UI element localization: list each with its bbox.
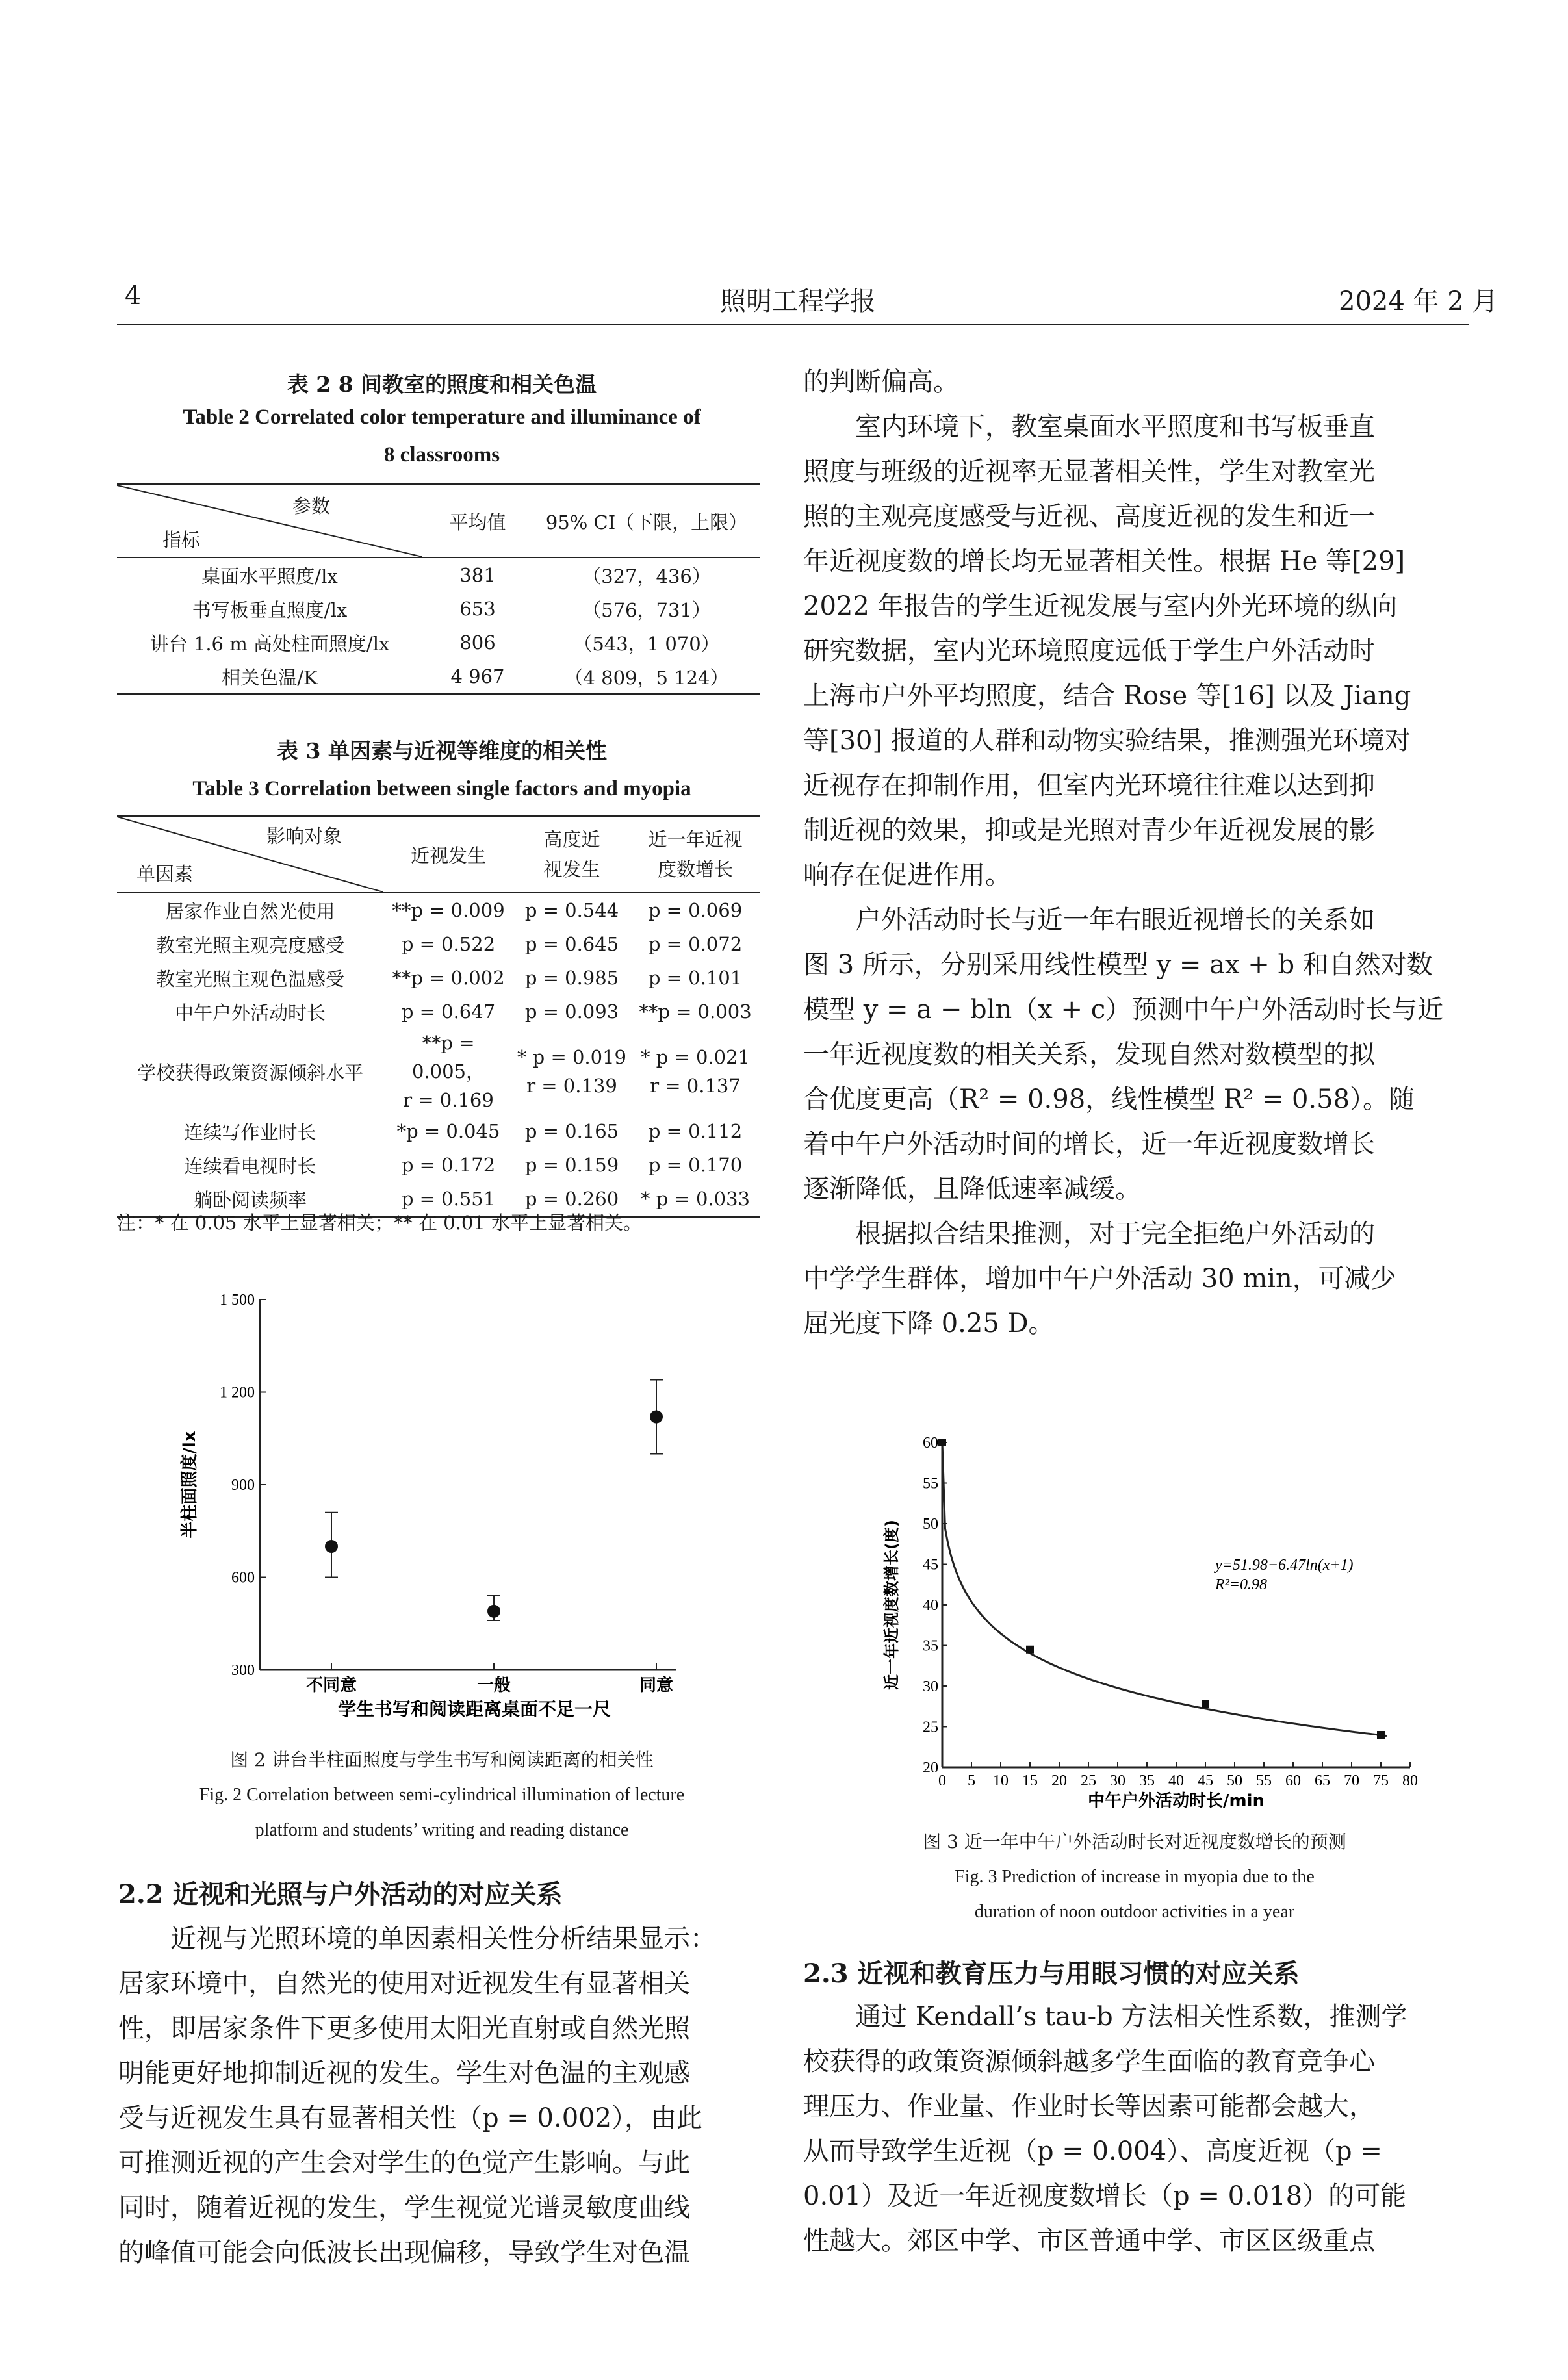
data-point — [650, 1411, 663, 1424]
table3-row-name: 教室光照主观亮度感受 — [155, 934, 344, 956]
table3-cell: p = 0.522 — [401, 933, 496, 955]
x-tick-label: 65 — [1315, 1772, 1330, 1789]
figure2-chart — [156, 1273, 741, 1741]
x-tick-label: 20 — [1051, 1772, 1067, 1789]
table3-cell-r: r = 0.137 — [650, 1075, 741, 1097]
table3-col3 — [630, 816, 760, 893]
text-line: 户外活动时长与近一年右眼近视增长的关系如 — [855, 905, 1375, 935]
x-tick-label: 75 — [1373, 1772, 1389, 1789]
data-point — [487, 1605, 500, 1618]
table-row — [117, 659, 760, 695]
table3-cell: * p = 0.033 — [630, 1182, 760, 1217]
table3-cell: **p = 0.009 — [392, 899, 505, 921]
table2-row-ci: （327，436） — [582, 565, 711, 587]
text-line: 根据拟合结果推测，对于完全拒绝户外活动的 — [855, 1219, 1375, 1249]
table3-col2 — [513, 816, 630, 893]
fit-equation: y=51.98−6.47ln(x+1) — [1215, 1557, 1354, 1574]
journal-title: 照明工程学报 — [720, 287, 876, 316]
table3-caption-cn: 表 3 单因素与近视等维度的相关性 — [277, 738, 607, 763]
text-line: 研究数据，室内光环境照度远低于学生户外活动时 — [803, 636, 1375, 666]
table-row — [117, 1148, 760, 1182]
table-row — [117, 893, 760, 927]
text-line: 等[30] 报道的人群和动物实验结果，推测强光环境对 — [803, 726, 1411, 756]
table3-row-name: 教室光照主观色温感受 — [155, 967, 344, 990]
y-tick-label: 600 — [231, 1569, 255, 1587]
x-tick-label: 70 — [1344, 1772, 1359, 1789]
table3-col3-line1: 近一年近视 — [648, 828, 743, 851]
table-row — [117, 592, 760, 626]
x-tick-label: 80 — [1402, 1772, 1418, 1789]
table3-cell: p = 0.985 — [524, 967, 619, 989]
table-row — [117, 961, 760, 995]
text-line: 可推测近视的产生会对学生的色觉产生影响。与此 — [118, 2148, 690, 2178]
x-tick-label: 10 — [993, 1772, 1009, 1789]
table3-cell — [513, 1029, 630, 1114]
text-line: 受与近视发生具有显著相关性（p = 0.002），由此 — [118, 2103, 703, 2133]
text-line: 校获得的政策资源倾斜越多学生面临的教育竞争心 — [803, 2047, 1375, 2077]
table-row — [117, 927, 760, 961]
x-tick-label: 同意 — [639, 1676, 674, 1695]
data-point — [1202, 1700, 1209, 1708]
table2-row-ci: （576，731） — [582, 598, 711, 621]
section-2-3-heading: 2.3 近视和教育压力与用眼习惯的对应关系 — [803, 1958, 1300, 1989]
table3-cell: p = 0.170 — [648, 1154, 743, 1176]
table2-row-ci: （543，1 070） — [573, 632, 720, 655]
text-line: 的判断偏高。 — [803, 367, 959, 397]
x-tick-label: 40 — [1168, 1772, 1184, 1789]
table2-row-ci: （4 809，5 124） — [533, 659, 760, 695]
x-tick-label: 25 — [1081, 1772, 1096, 1789]
table3-col2-line1: 高度近 — [543, 828, 600, 851]
table2-corner-top: 参数 — [292, 495, 331, 517]
data-point — [1377, 1731, 1385, 1739]
x-tick-label: 55 — [1256, 1772, 1272, 1789]
x-tick-label: 5 — [968, 1772, 975, 1789]
table3-row-name: 连续看电视时长 — [184, 1155, 316, 1177]
table3-cell: p = 0.551 — [383, 1182, 513, 1217]
x-tick-label: 60 — [1285, 1772, 1301, 1789]
table2-caption-en-1: Table 2 Correlated color temperature and illuminance of — [183, 405, 701, 429]
table3-corner — [117, 816, 383, 893]
y-axis-label: 半柱面照度/lx — [180, 1431, 199, 1539]
text-line: 通过 Kendall’s tau-b 方法相关性系数，推测学 — [855, 2002, 1407, 2032]
y-tick-label: 55 — [923, 1475, 938, 1492]
table2-row-mean: 4 967 — [422, 659, 533, 695]
text-line: 逐渐降低，且降低速率减缓。 — [803, 1174, 1141, 1204]
table3-cell-r: r = 0.139 — [526, 1075, 617, 1097]
y-axis-label: 近一年近视度数增长(度) — [882, 1520, 901, 1690]
table2-corner-bottom: 指标 — [162, 529, 201, 551]
y-tick-label: 50 — [923, 1516, 938, 1533]
table3-cell: **p = 0.002 — [392, 967, 505, 989]
y-tick-label: 1 200 — [220, 1384, 255, 1401]
x-tick-label: 15 — [1022, 1772, 1038, 1789]
y-tick-label: 20 — [923, 1759, 938, 1776]
table3-note: 注：* 在 0.05 水平上显著相关；** 在 0.01 水平上显著相关。 — [117, 1212, 642, 1234]
text-line: 明能更好地抑制近视的发生。学生对色温的主观感 — [118, 2058, 690, 2088]
table2-row-name: 讲台 1.6 m 高处柱面照度/lx — [149, 632, 390, 655]
table2-row-mean: 381 — [459, 564, 496, 586]
text-line: 制近视的效果，抑或是光照对青少年近视发展的影 — [803, 815, 1375, 845]
table3-row-name: 躺卧阅读频率 — [117, 1182, 383, 1217]
text-line: 近视存在抑制作用，但室内光环境往往难以达到抑 — [803, 771, 1375, 800]
table3-cell: p = 0.172 — [401, 1154, 496, 1176]
table2-col-mean: 平均值 — [422, 485, 533, 558]
text-line: 模型 y = a − bln（x + c）预测中午户外活动时长与近 — [803, 995, 1444, 1025]
table-row — [117, 1114, 760, 1148]
table3-cell: *p = 0.045 — [396, 1120, 500, 1142]
text-line: 性越大。郊区中学、市区普通中学、市区区级重点 — [803, 2226, 1375, 2256]
table3-row-name: 学校获得政策资源倾斜水平 — [136, 1061, 363, 1084]
figure2-caption-cn: 图 2 讲台半柱面照度与学生书写和阅读距离的相关性 — [230, 1749, 654, 1771]
table3-cell-p: * p = 0.019 — [517, 1046, 627, 1068]
table2 — [117, 483, 760, 695]
table3-cell: p = 0.647 — [401, 1001, 496, 1023]
text-line: 的峰值可能会向低波长出现偏移，导致学生对色温 — [118, 2238, 690, 2268]
text-line: 照的主观亮度感受与近视、高度近视的发生和近一 — [803, 502, 1375, 531]
table3-corner-top: 影响对象 — [266, 825, 342, 847]
table3-cell: p = 0.544 — [524, 899, 619, 921]
table3-cell: p = 0.112 — [648, 1120, 743, 1142]
table3-cell: p = 0.260 — [513, 1182, 630, 1217]
table3-cell-p: **p = 0.005， — [411, 1032, 485, 1082]
right-column-text-bottom — [803, 1995, 1466, 2264]
x-tick-label: 一般 — [476, 1676, 511, 1695]
table3-col2-line2: 视发生 — [543, 858, 600, 880]
table-row — [117, 557, 760, 592]
text-line: 上海市户外平均照度，结合 Rose 等[16] 以及 Jiang — [803, 681, 1411, 711]
table-row — [117, 626, 760, 659]
table3-corner-bottom: 单因素 — [136, 863, 194, 885]
x-tick-label: 0 — [938, 1772, 946, 1789]
text-line: 从而导致学生近视（p = 0.004）、高度近视（p = — [803, 2136, 1382, 2166]
y-tick-label: 1 500 — [220, 1292, 255, 1309]
table2-caption-cn: 表 2 8 间教室的照度和相关色温 — [287, 372, 597, 397]
table3-cell-p: * p = 0.021 — [640, 1046, 751, 1068]
x-tick-label: 30 — [1110, 1772, 1125, 1789]
table3-cell — [630, 1029, 760, 1114]
issue-date: 2024 年 2 月 — [1339, 287, 1498, 316]
table2-caption-en-2: 8 classrooms — [383, 443, 500, 467]
x-tick-label: 50 — [1227, 1772, 1242, 1789]
text-line: 近视与光照环境的单因素相关性分析结果显示： — [170, 1924, 716, 1954]
table3 — [117, 815, 760, 1218]
table3-cell: p = 0.093 — [524, 1001, 619, 1023]
text-line: 着中午户外活动时间的增长，近一年近视度数增长 — [803, 1129, 1375, 1159]
fit-curve — [942, 1442, 1387, 1736]
x-tick-label: 35 — [1139, 1772, 1155, 1789]
table3-cell: p = 0.101 — [648, 967, 743, 989]
table2-corner — [117, 485, 422, 558]
table3-cell-r: r = 0.169 — [403, 1089, 494, 1111]
text-line: 合优度更高（R² = 0.98，线性模型 R² = 0.58）。随 — [803, 1084, 1415, 1114]
table2-row-mean: 653 — [459, 598, 496, 620]
left-paragraph — [118, 1917, 768, 2275]
section-2-2-heading: 2.2 近视和光照与户外活动的对应关系 — [118, 1879, 563, 1910]
table3-row-name: 居家作业自然光使用 — [165, 900, 335, 923]
data-point — [938, 1439, 946, 1446]
table3-cell: p = 0.159 — [524, 1154, 619, 1176]
table2-col-ci: 95% CI（下限，上限） — [533, 485, 760, 558]
y-tick-label: 900 — [231, 1477, 255, 1494]
text-line: 0.01）及近一年近视度数增长（p = 0.018）的可能 — [803, 2181, 1407, 2211]
text-line: 2022 年报告的学生近视发展与室内外光环境的纵向 — [803, 591, 1398, 621]
figure2-caption-en-1: Fig. 2 Correlation between semi-cylindrical illumination of lecture — [199, 1785, 685, 1805]
y-tick-label: 35 — [923, 1637, 938, 1655]
figure3-caption-en-1: Fig. 3 Prediction of increase in myopia due to the — [955, 1867, 1315, 1887]
figure2-caption-en-2: platform and students’ writing and reading distance — [255, 1820, 629, 1840]
page-number: 4 — [125, 281, 142, 311]
table-row — [117, 995, 760, 1029]
table2-row-name: 桌面水平照度/lx — [201, 565, 338, 587]
text-line: 室内环境下，教室桌面水平照度和书写板垂直 — [855, 412, 1375, 442]
table3-cell: p = 0.072 — [648, 933, 743, 955]
x-axis-label: 中午户外活动时长/min — [1087, 1791, 1265, 1811]
data-point — [325, 1540, 338, 1553]
text-line: 图 3 所示，分别采用线性模型 y = ax + b 和自然对数 — [803, 950, 1433, 980]
text-line: 年近视度数的增长均无显著相关性。根据 He 等[29] — [803, 546, 1406, 576]
x-axis-label: 学生书写和阅读距离桌面不足一尺 — [337, 1698, 611, 1720]
text-line: 理压力、作业量、作业时长等因素可能都会越大， — [803, 2092, 1375, 2121]
text-line: 同时，随着近视的发生，学生视觉光谱灵敏度曲线 — [118, 2193, 690, 2223]
x-tick-label: 不同意 — [305, 1676, 357, 1695]
table3-caption-en: Table 3 Correlation between single factors and myopia — [192, 777, 691, 800]
table3-cell: p = 0.165 — [524, 1120, 619, 1142]
text-line: 性，即居家条件下更多使用太阳光直射或自然光照 — [118, 2014, 690, 2043]
y-tick-label: 30 — [923, 1678, 938, 1695]
y-tick-label: 25 — [923, 1719, 938, 1736]
table3-row-name: 中午户外活动时长 — [174, 1001, 326, 1024]
text-line: 居家环境中，自然光的使用对近视发生有显著相关 — [118, 1969, 690, 1999]
fit-r2: R²=0.98 — [1215, 1576, 1268, 1593]
table3-cell: p = 0.645 — [524, 933, 619, 955]
text-line: 响存在促进作用。 — [803, 860, 1011, 890]
table2-row-name: 书写板垂直照度/lx — [192, 598, 348, 621]
table3-cell: **p = 0.003 — [639, 1001, 752, 1023]
figure3-caption-en-2: duration of noon outdoor activities in a year — [974, 1902, 1295, 1922]
text-line: 一年近视度数的相关关系，发现自然对数模型的拟 — [803, 1040, 1375, 1069]
header-rule — [117, 324, 1469, 325]
figure3-chart — [871, 1416, 1430, 1819]
table3-col1: 近视发生 — [383, 816, 513, 893]
y-tick-label: 60 — [923, 1435, 938, 1452]
right-column-text-top — [803, 360, 1466, 1346]
table2-row-name: 相关色温/K — [117, 659, 422, 695]
y-tick-label: 40 — [923, 1597, 938, 1614]
table-row — [117, 1029, 760, 1114]
table3-cell — [383, 1029, 513, 1114]
y-tick-label: 45 — [923, 1556, 938, 1574]
y-tick-label: 300 — [231, 1662, 255, 1679]
text-line: 屈光度下降 0.25 D。 — [803, 1309, 1055, 1338]
figure3-caption-cn: 图 3 近一年中午户外活动时长对近视度数增长的预测 — [923, 1831, 1346, 1852]
table2-row-mean: 806 — [459, 632, 496, 654]
text-line: 中学学生群体，增加中午户外活动 30 min，可减少 — [803, 1264, 1396, 1294]
text-line: 照度与班级的近视率无显著相关性，学生对教室光 — [803, 457, 1375, 487]
table3-col3-line2: 度数增长 — [657, 858, 733, 880]
table3-row-name: 连续写作业时长 — [184, 1121, 316, 1144]
data-point — [1026, 1646, 1034, 1654]
table3-cell: p = 0.069 — [648, 899, 743, 921]
x-tick-label: 45 — [1198, 1772, 1213, 1789]
